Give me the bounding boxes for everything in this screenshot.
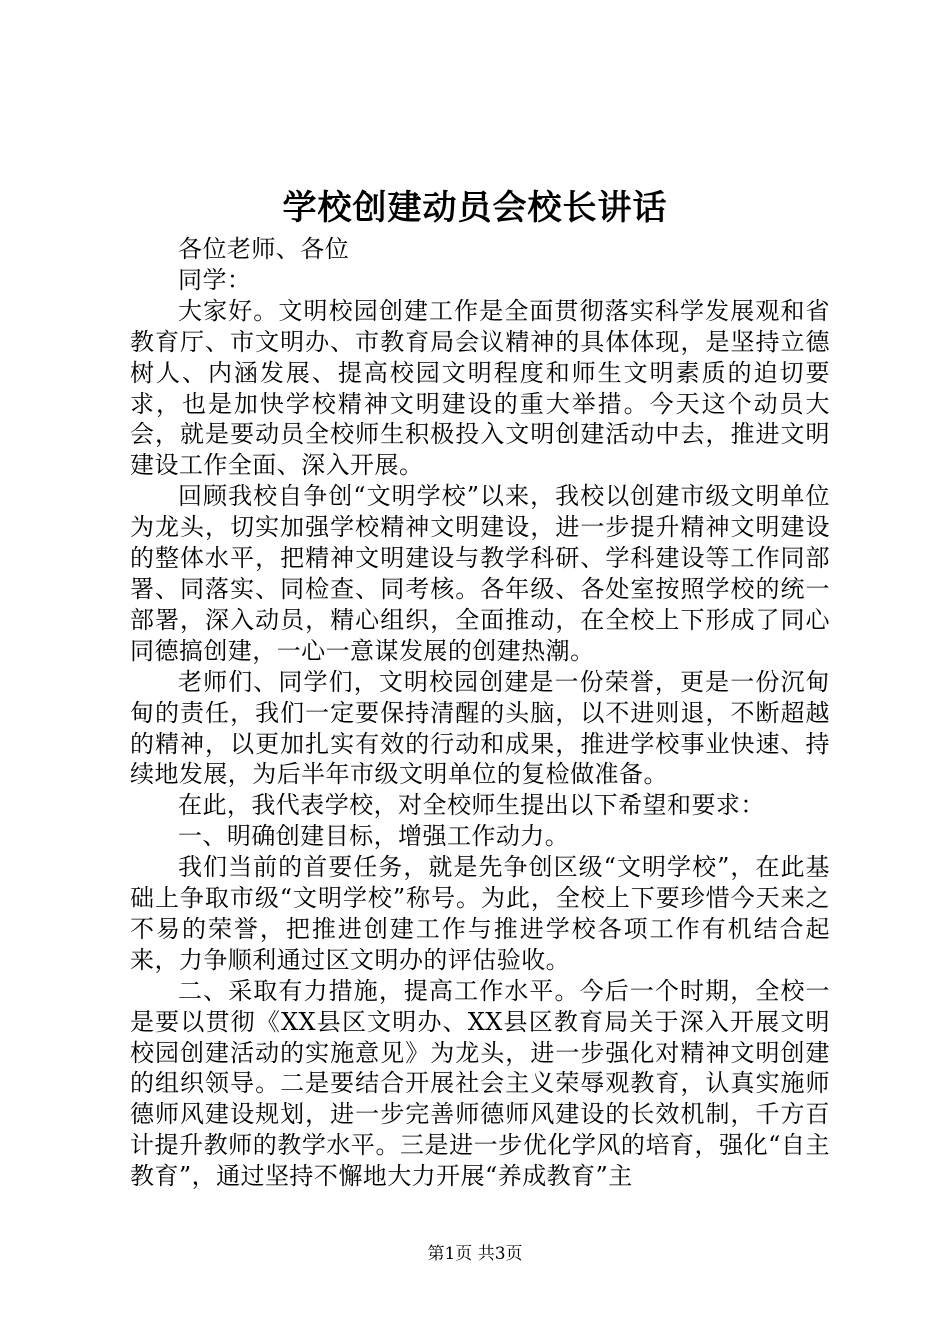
paragraph: 我们当前的首要任务，就是先争创区级“文明学校”，在此基础上争取市级“文明学校”称号。为此，全校上下要珍惜今天来之不易的荣誉，把推进创建工作与推进学校各项工作有机结合起来，力争顺利通过区文明办的评估验收。 (130, 853, 830, 974)
page-footer: 第1页 共3页 (427, 1244, 523, 1264)
section-heading-2-paragraph: 二、采取有力措施，提高工作水平。今后一个时期，全校一是要以贯彻《XX县区文明办、XX县区教育局关于深入开展文明校园创建活动的实施意见》为龙头，进一步强化对精神文明创建的组织领导。二是要结合开展社会主义荣辱观教育，认真实施师德师风建设规划，进一步完善师德师风建设的长效机制，千方百计提升教师的教学水平。三是进一步优化学风的培育，强化“自主教育”，通过坚持不懈地大力开展“养成教育”主 (130, 976, 830, 1191)
document-body (130, 234, 830, 1192)
salutation-line-2: 同学： (178, 265, 252, 294)
document-title: 学校创建动员会校长讲话 (282, 188, 668, 228)
section-heading-1: 一、明确创建目标，增强工作动力。 (178, 822, 570, 851)
salutation-line-1: 各位老师、各位 (178, 235, 350, 263)
paragraph: 大家好。文明校园创建工作是全面贯彻落实科学发展观和省教育厅、市文明办、市教育局会议精神的具体体现，是坚持立德树人、内涵发展、提高校园文明程度和师生文明素质的迫切要求，也是加快学校精神文明建设的重大举措。今天这个动员大会，就是要动员全校师生积极投入文明创建活动中去，推进文明建设工作全面、深入开展。 (130, 296, 830, 480)
paragraph: 在此，我代表学校，对全校师生提出以下希望和要求： (178, 791, 765, 820)
paragraph: 回顾我校自争创“文明学校”以来，我校以创建市级文明单位为龙头，切实加强学校精神文明建设，进一步提升精神文明建设的整体水平，把精神文明建设与教学科研、学科建设等工作同部署、同落实、同检查、同考核。各年级、各处室按照学校的统一部署，深入动员，精心组织，全面推动，在全校上下形成了同心同德搞创建，一心一意谋发展的创建热潮。 (130, 482, 830, 665)
paragraph: 老师们、同学们，文明校园创建是一份荣誉，更是一份沉甸甸的责任，我们一定要保持清醒的头脑，以不进则退，不断超越的精神，以更加扎实有效的行动和成果，推进学校事业快速、持续地发展，为后半年市级文明单位的复检做准备。 (130, 667, 830, 789)
